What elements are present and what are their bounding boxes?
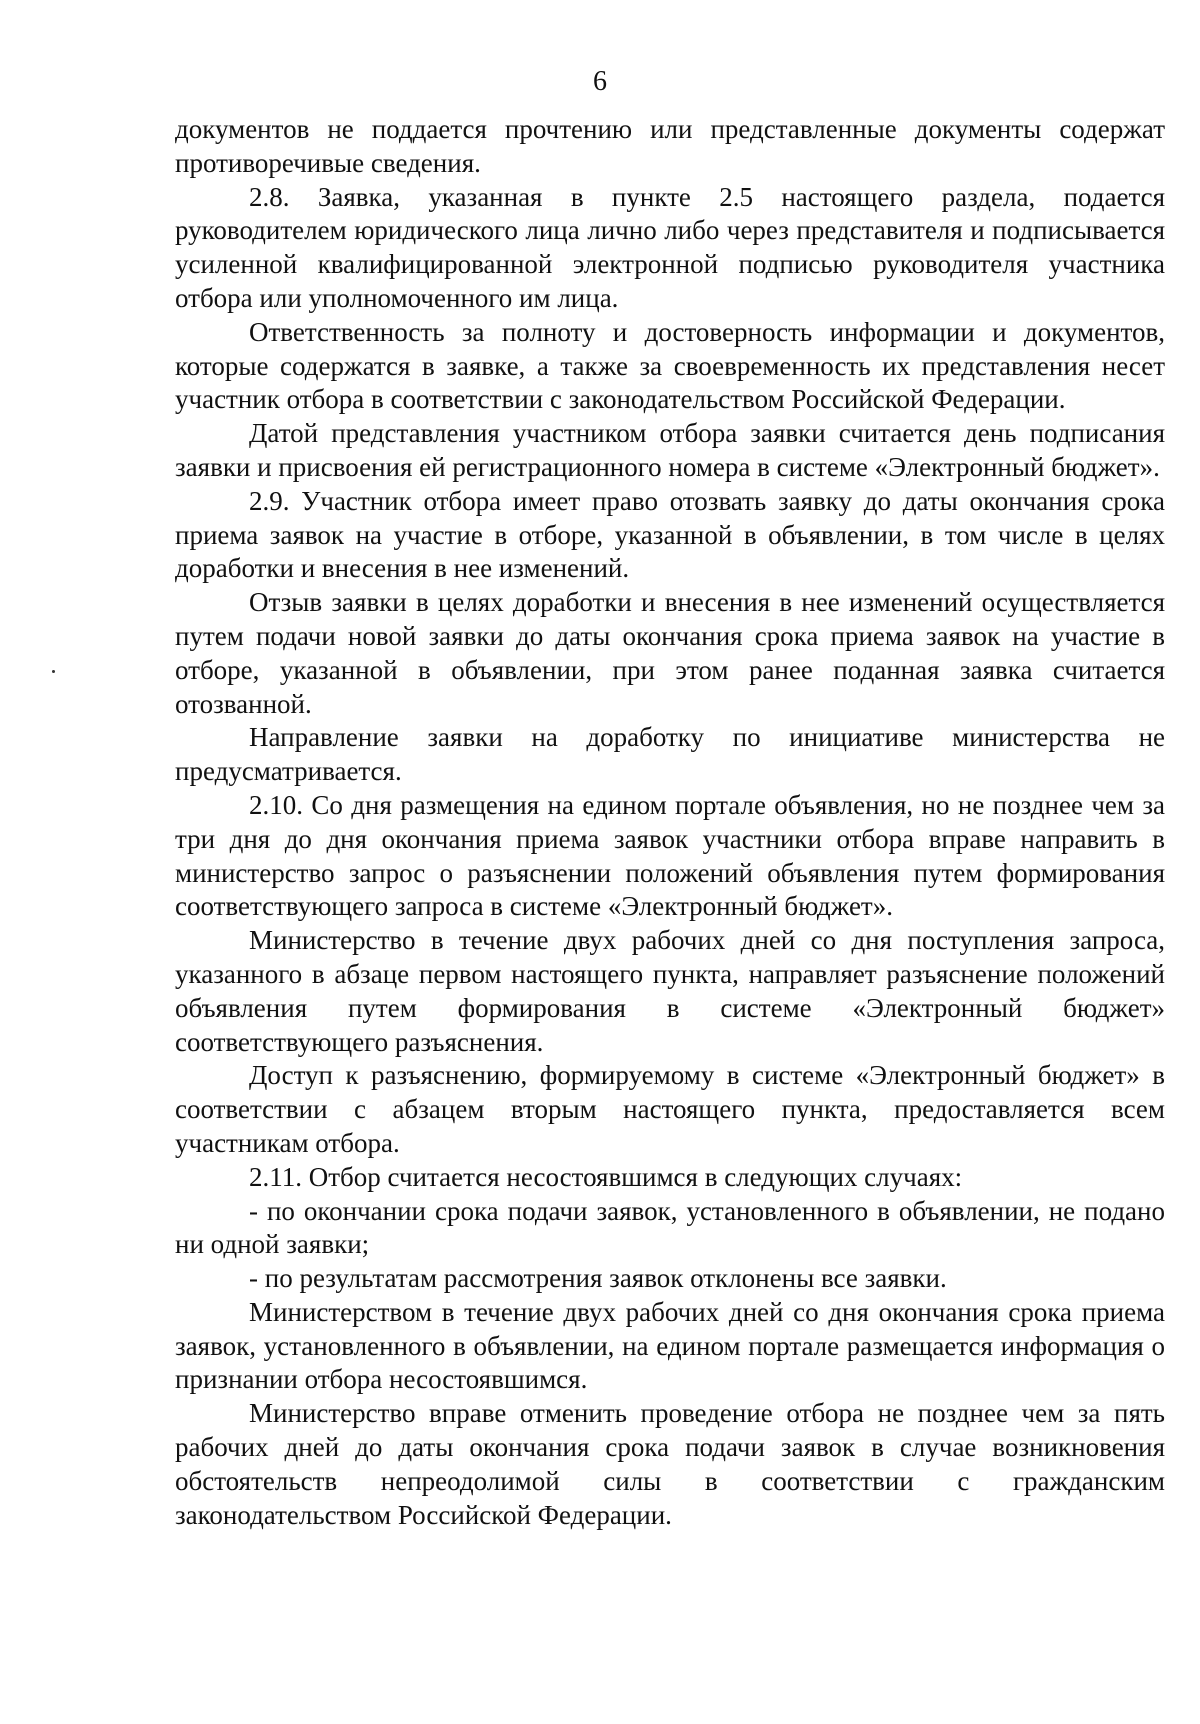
scan-speck <box>52 670 55 673</box>
paragraph-withdrawal: Отзыв заявки в целях доработки и внесения в нее изменений осуществляется путем подачи новой заявки до даты окончания срока приема заявок на участие в отборе, указанной в объявлении, при этом ранее поданная заявка считается отозванной. <box>175 587 1165 719</box>
paragraph-continuation: документов не поддается прочтению или представленные документы содержат противоречивые сведения. <box>175 114 1165 178</box>
paragraph-2-9: 2.9. Участник отбора имеет право отозвать заявку до даты окончания срока приема заявок на участие в отборе, указанной в объявлении, в том числе в целях доработки и внесения в нее изменений. <box>175 485 1165 584</box>
paragraph-2-10: 2.10. Со дня размещения на едином портале объявления, но не позднее чем за три дня до дня окончания приема заявок участники отбора вправе направить в министерство запрос о разъяснении положений объявления путем формирования соответствующего запроса в системе «Электронный бюджет». <box>175 789 1165 922</box>
paragraph-submission-date: Датой представления участником отбора заявки считается день подписания заявки и присвоения ей регистрационного номера в системе «Электронный бюджет». <box>175 418 1165 482</box>
document-body <box>175 113 1165 1532</box>
list-item-no-applications: - по окончании срока подачи заявок, установленного в объявлении, не подано ни одной заявки; <box>175 1195 1165 1260</box>
paragraph-responsibility: Ответственность за полноту и достоверность информации и документов, которые содержатся в заявке, а также за своевременность их представления несет участник отбора в соответствии с законодательством Российской Федерации. <box>175 316 1165 415</box>
page-number: 6 <box>593 66 607 97</box>
paragraph-cancellation: Министерство вправе отменить проведение отбора не позднее чем за пять рабочих дней до даты окончания срока подачи заявок в случае возникновения обстоятельств непреодолимой силы в соответствии с гражданским законодательством Российской Федерации. <box>175 1398 1165 1530</box>
list-item-all-rejected: - по результатам рассмотрения заявок отклонены все заявки. <box>249 1263 947 1294</box>
paragraph-revision-initiative: Направление заявки на доработку по инициативе министерства не предусматривается. <box>175 722 1165 787</box>
paragraph-ministry-clarification: Министерство в течение двух рабочих дней со дня поступления запроса, указанного в абзаце первом настоящего пункта, направляет разъяснение положений объявления путем формирования в системе «Электронный бюджет» соответствующего разъяснения. <box>175 925 1165 1057</box>
paragraph-clarification-access: Доступ к разъяснению, формируемому в системе «Электронный бюджет» в соответствии с абзацем вторым настоящего пункта, предоставляется всем участникам отбора. <box>175 1060 1165 1158</box>
paragraph-2-8: 2.8. Заявка, указанная в пункте 2.5 настоящего раздела, подается руководителем юридического лица лично либо через представителя и подписывается усиленной квалифицированной электронной подписью руководителя участника отбора или уполномоченного им лица. <box>175 181 1165 313</box>
paragraph-failed-selection-info: Министерством в течение двух рабочих дней со дня окончания срока приема заявок, установленного в объявлении, на едином портале размещается информация о признании отбора несостоявшимся. <box>175 1296 1165 1395</box>
paragraph-2-11: 2.11. Отбор считается несостоявшимся в следующих случаях: <box>249 1161 963 1192</box>
